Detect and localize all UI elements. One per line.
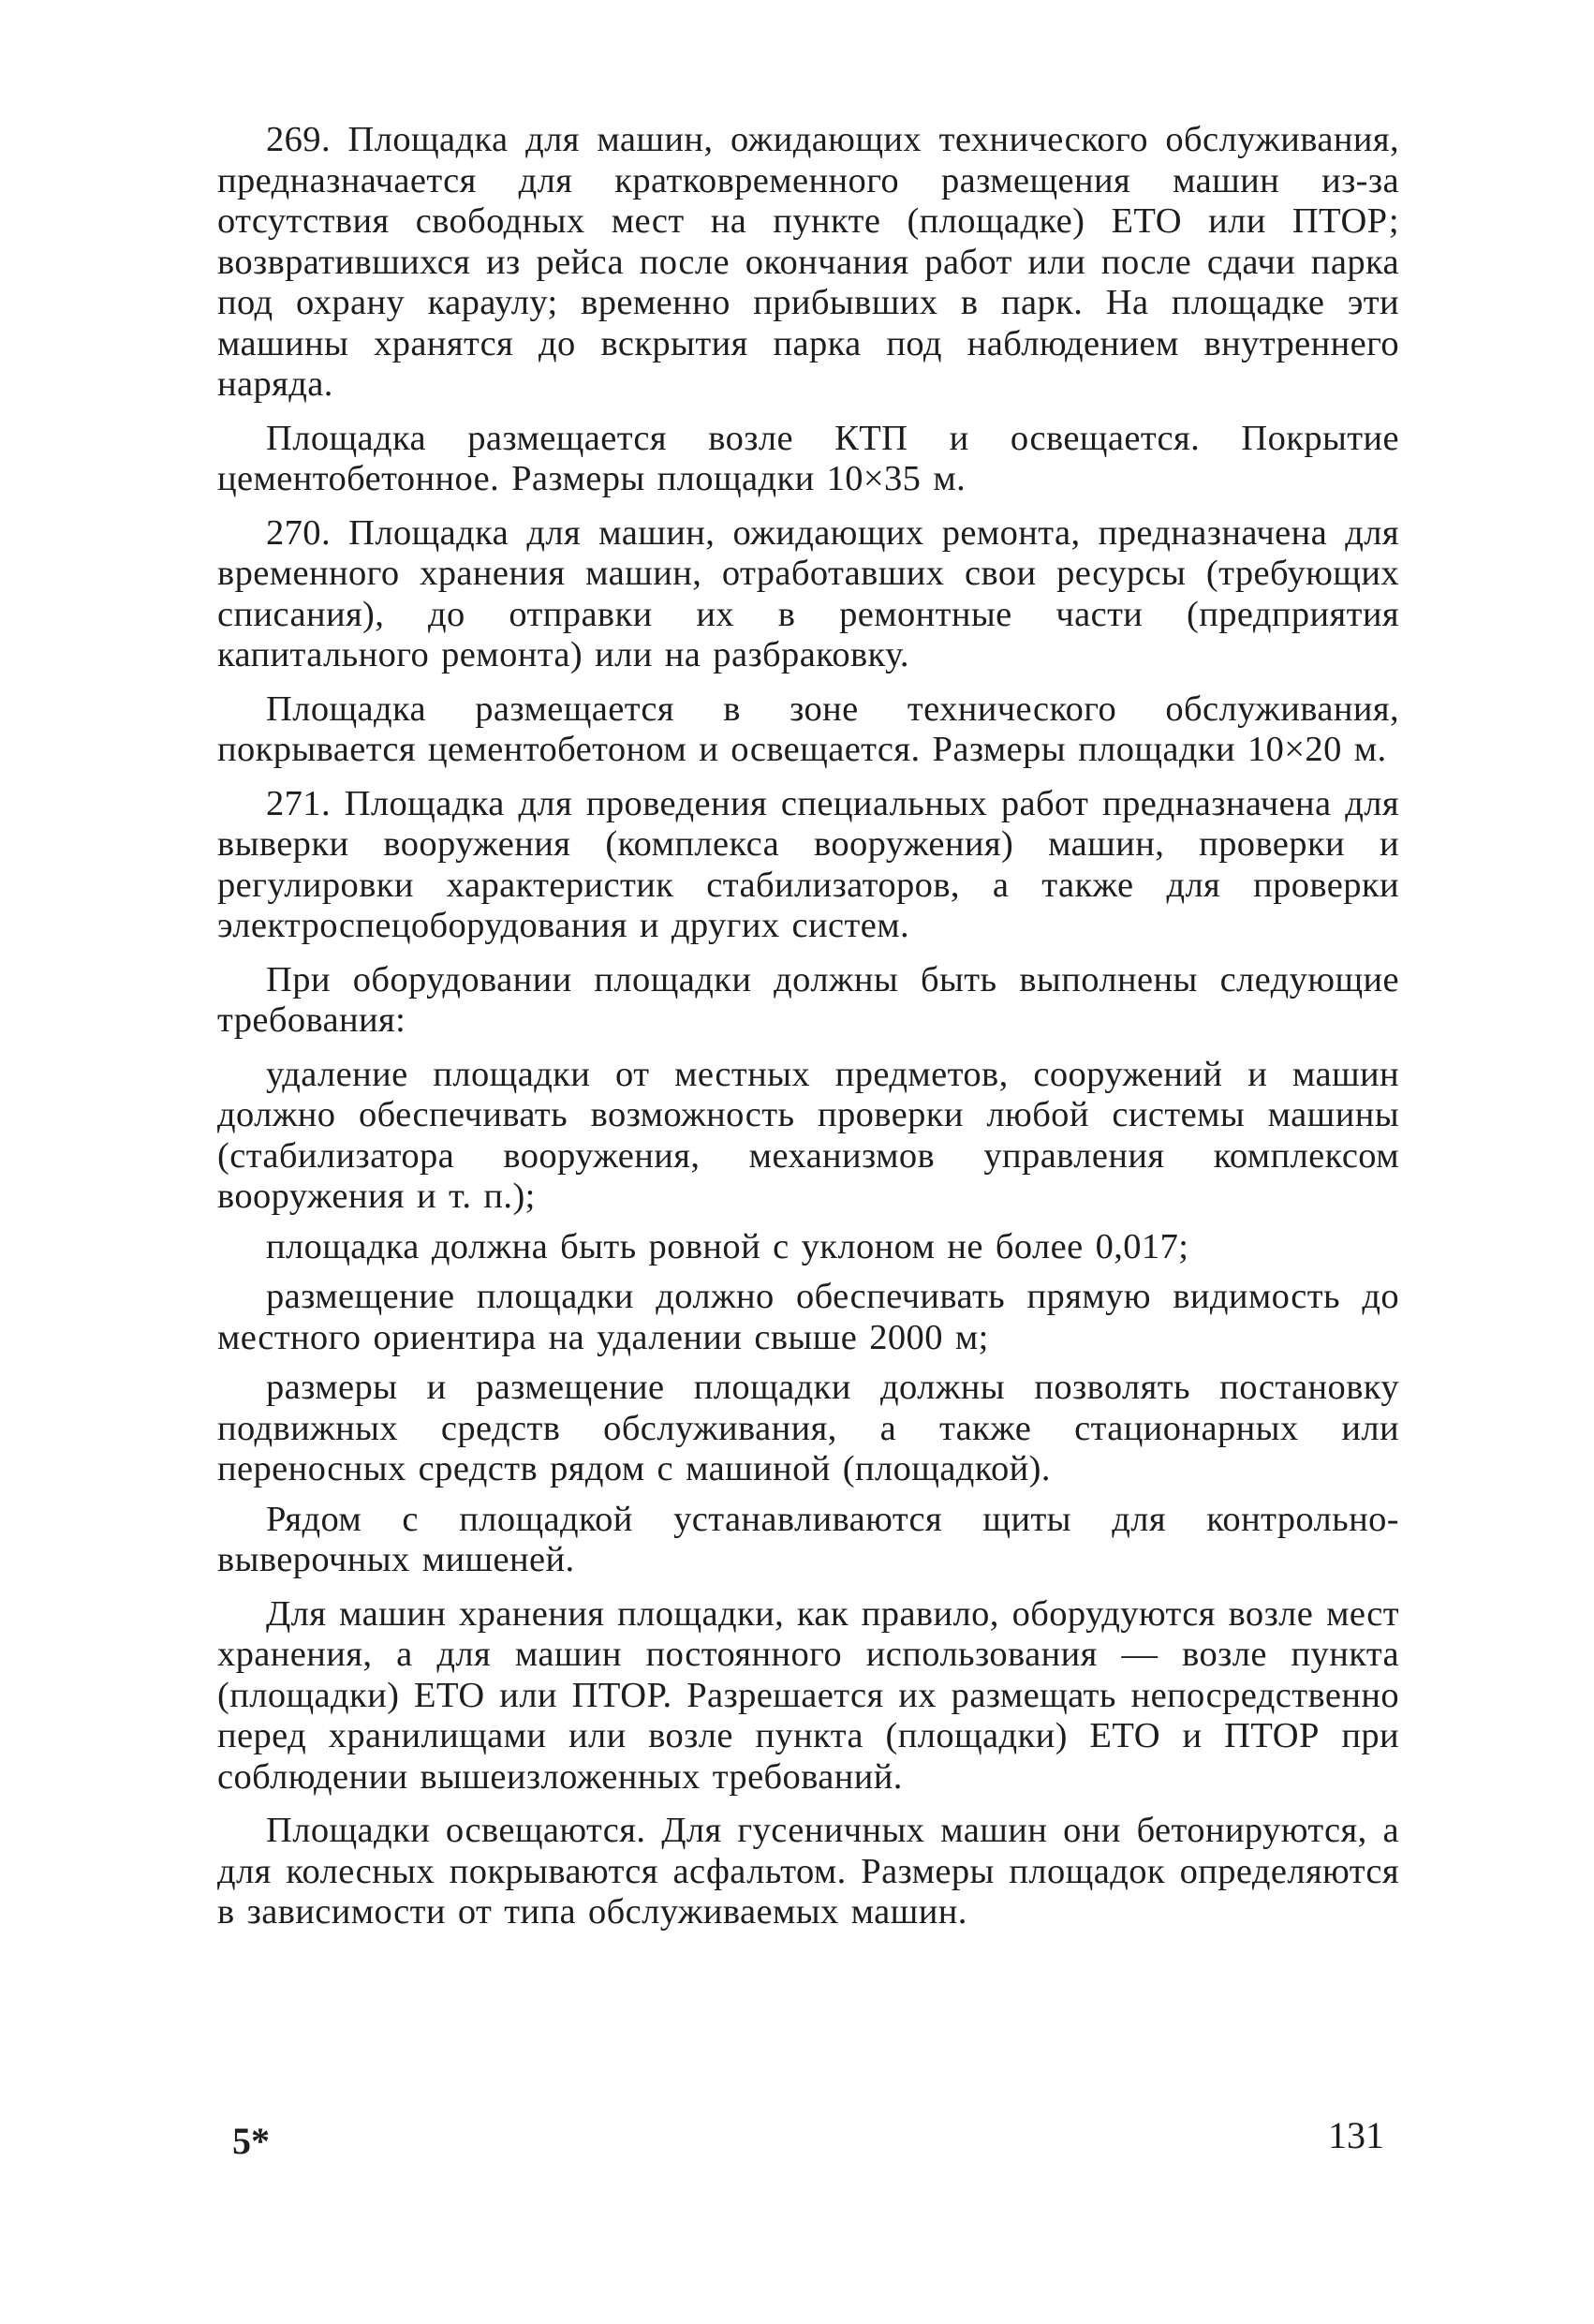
page-number: 131 [1328,2114,1384,2156]
requirement-item: площадка должна быть ровной с уклоном не более 0,017; [266,1226,1189,1266]
body-text [217,120,1399,1947]
paragraph-270: 270. Площадка для машин, ожидающих ремонта, предназначена для временного хранения машин, отработавших свои ресурсы (требующих списания), до отправки их в ремонтные части (предприятия капитального ремонта) или на разбраковку. [217,512,1399,674]
requirement-item: удаление площадки от местных предметов, сооружений и машин должно обеспечивать возможность проверки любой системы машины (стабилизатора вооружения, механизмов управления комплексом вооружения и т. п.); [217,1054,1399,1216]
paragraph-requirements-intro: При оборудовании площадки должны быть выполнены следующие требования: [217,959,1399,1040]
requirement-item: размеры и размещение площадки должны позволять постановку подвижных средств обслуживания, а также стационарных или переносных средств рядом с машиной (площадкой). [217,1368,1399,1488]
paragraph-270-site: Площадка размещается в зоне технического обслуживания, покрывается цементобетоном и освещается. Размеры площадки 10×20 м. [217,688,1399,769]
paragraph-269-site: Площадка размещается возле КТП и освещается. Покрытие цементобетонное. Размеры площадки 10×35 м. [217,418,1399,498]
paragraph-targets: Рядом с площадкой устанавливаются щиты для контрольно-выверочных мишеней. [217,1499,1399,1579]
paragraph-placement: Для машин хранения площадки, как правило, оборудуются возле мест хранения, а для машин постоянного использования — возле пункта (площадки) ЕТО или ПТОР. Разрешается их размещать непосредственно перед хранилищами или возле пункта (площадки) ЕТО и ПТОР при соблюдении вышеизложенных требований. [217,1593,1399,1797]
paragraph-269: 269. Площадка для машин, ожидающих технического обслуживания, предназначается для кратковременного размещения машин из-за отсутствия свободных мест на пункте (площадке) ЕТО или ПТОР; возвратившихся из рейса после окончания работ или после сдачи парка под охрану караулу; временно прибывших в парк. На площадке эти машины хранятся до вскрытия парка под наблюдением внутреннего наряда. [217,120,1399,404]
paragraph-lighting: Площадки освещаются. Для гусеничных машин они бетонируются, а для колесных покрываются асфальтом. Размеры площадок определяются в зависимости от типа обслуживаемых машин. [217,1811,1399,1932]
paragraph-271: 271. Площадка для проведения специальных работ предназначена для выверки вооружения (комплекса вооружения) машин, проверки и регулировки характеристик стабилизаторов, а также для проверки электроспецоборудования и других систем. [217,783,1399,945]
signature-mark: 5* [232,2120,270,2162]
requirement-item: размещение площадки должно обеспечивать прямую видимость до местного ориентира на удалении свыше 2000 м; [217,1277,1399,1357]
